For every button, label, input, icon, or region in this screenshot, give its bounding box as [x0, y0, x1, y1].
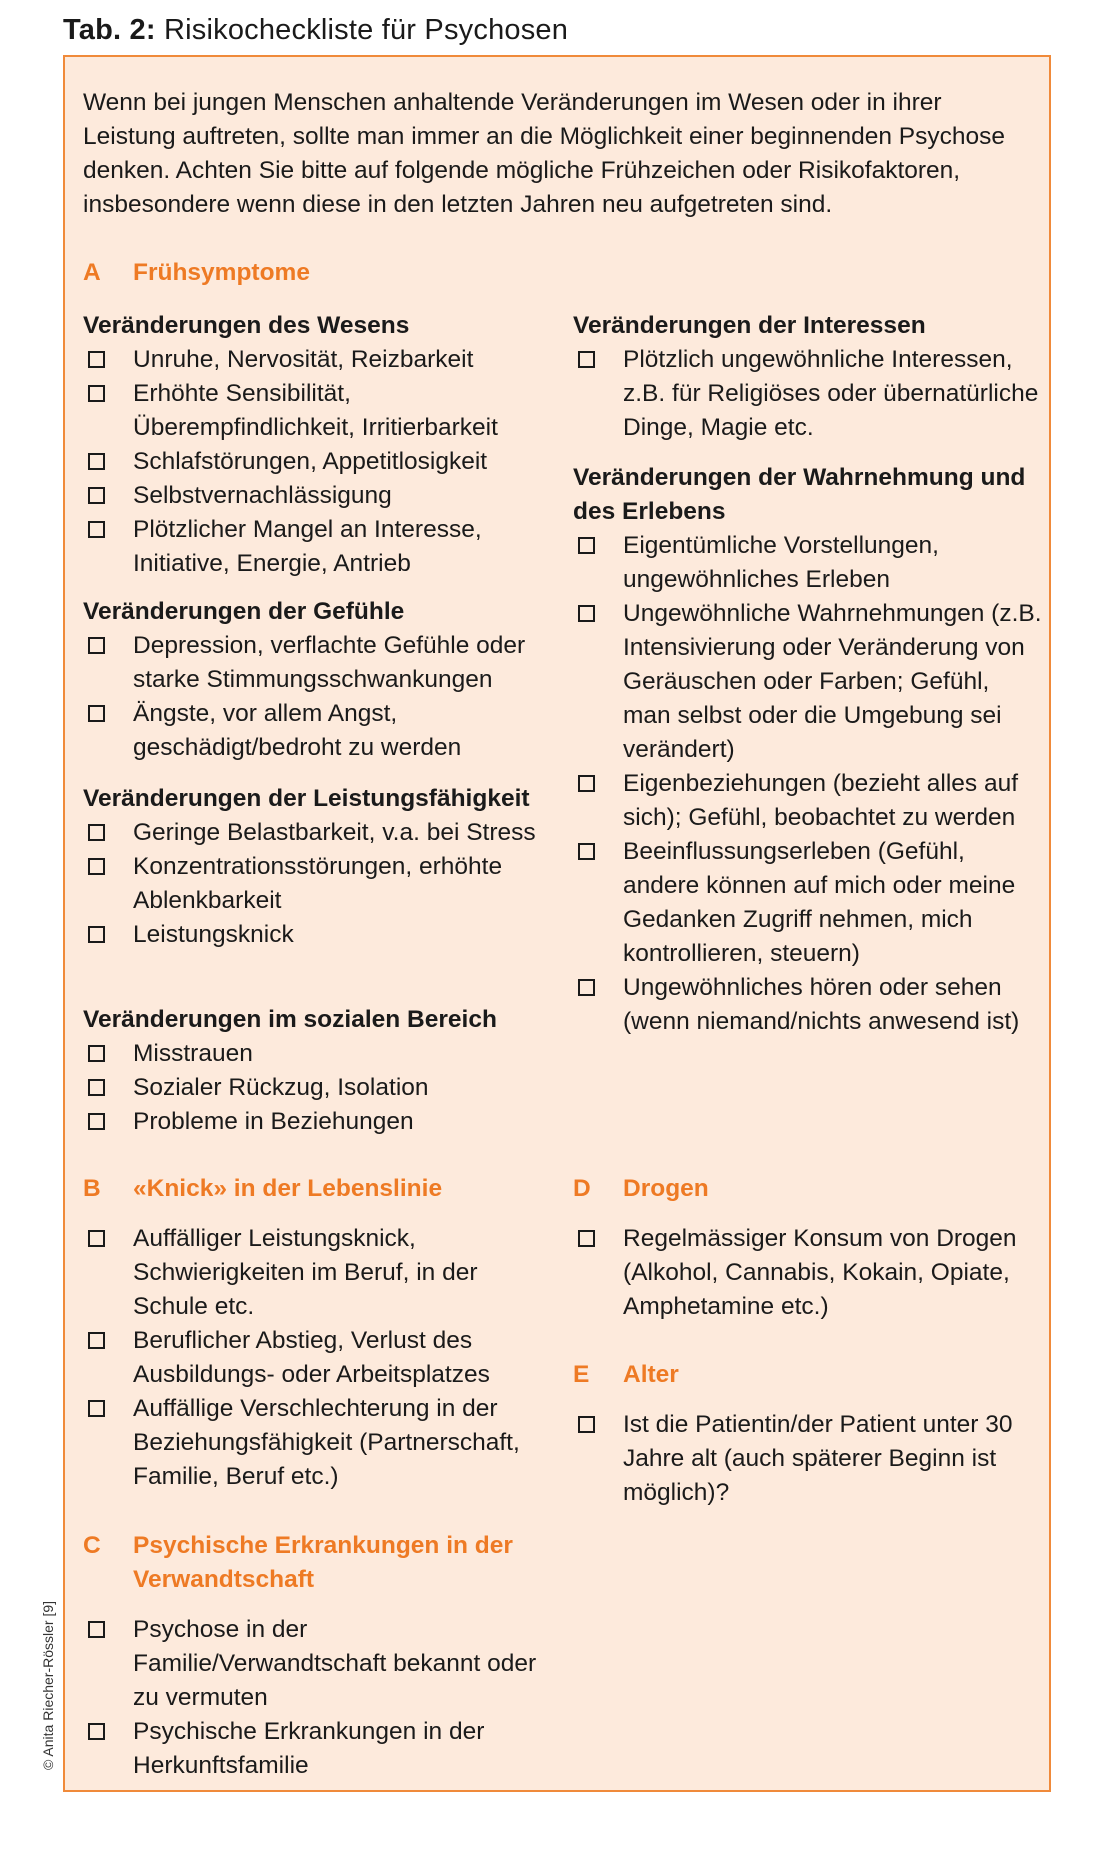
section-letter: D [573, 1175, 591, 1202]
section-letter: B [83, 1175, 101, 1202]
checklist-item[interactable]: Auffällige Verschlechterung in der Beziehungsfähigkeit (Partnerschaft, Familie, Beruf etc.) [83, 1392, 553, 1494]
checkbox-icon[interactable] [83, 445, 133, 479]
checklist-item[interactable]: Geringe Belastbarkeit, v.a. bei Stress [83, 816, 553, 850]
subsection-title: Veränderungen im sozialen Bereich [83, 1006, 497, 1033]
checklist-item[interactable]: Plötzlich ungewöhnliche Interessen, z.B. für Religiöses oder übernatürliche Dinge, Magie etc. [573, 343, 1043, 445]
section-c-heading [83, 1529, 553, 1597]
checklist-item[interactable]: Regelmässiger Konsum von Drogen (Alkohol, Cannabis, Kokain, Opiate, Amphetamine etc.) [573, 1222, 1043, 1324]
checkbox-icon[interactable] [573, 767, 623, 835]
checklist-item[interactable]: Konzentrationsstörungen, erhöhte Ablenkbarkeit [83, 850, 553, 918]
section-letter: A [83, 259, 101, 286]
checkbox-icon[interactable] [573, 529, 623, 597]
checkbox-icon[interactable] [83, 479, 133, 513]
checklist-item[interactable]: Ungewöhnliches hören oder sehen (wenn niemand/nichts anwesend ist) [573, 971, 1043, 1039]
checklist [83, 629, 553, 765]
checklist-item[interactable]: Unruhe, Nervosität, Reizbarkeit [83, 343, 553, 377]
subsection-title: Veränderungen der Gefühle [83, 598, 405, 625]
checkbox-icon[interactable] [83, 697, 133, 765]
checklist-item[interactable]: Psychische Erkrankungen in der Herkunftsfamilie [83, 1715, 553, 1783]
checklist-item[interactable]: Ängste, vor allem Angst, geschädigt/bedroht zu werden [83, 697, 553, 765]
section-a-heading [83, 256, 543, 290]
checkbox-icon[interactable] [573, 1222, 623, 1324]
checkbox-icon[interactable] [83, 1037, 133, 1071]
subsection-title: Veränderungen der Wahrnehmung und des Erlebens [573, 464, 1026, 525]
checklist-item[interactable]: Beeinflussungserleben (Gefühl, andere können auf mich oder meine Gedanken Zugriff nehmen, mich kontrollieren, steuern) [573, 835, 1043, 971]
checklist [83, 1037, 553, 1139]
checklist [573, 1222, 1043, 1324]
section-letter: C [83, 1532, 101, 1559]
checkbox-icon[interactable] [83, 629, 133, 697]
checkbox-icon[interactable] [83, 1071, 133, 1105]
checkbox-icon[interactable] [83, 513, 133, 581]
section-letter: E [573, 1361, 590, 1388]
section-title: Alter [623, 1361, 679, 1388]
subsection-title: Veränderungen der Interessen [573, 312, 926, 339]
checklist [83, 343, 553, 581]
checkbox-icon[interactable] [573, 835, 623, 971]
section-b-heading [83, 1172, 553, 1206]
checklist-item[interactable]: Ungewöhnliche Wahrnehmungen (z.B. Intensivierung oder Veränderung von Geräuschen oder Farben; Gefühl, man selbst oder die Umgebung sei verändert) [573, 597, 1043, 767]
table-label: Tab. 2: [63, 14, 156, 46]
checkbox-icon[interactable] [573, 597, 623, 767]
section-title: Psychische Erkrankungen in der Verwandtschaft [133, 1532, 513, 1593]
checkbox-icon[interactable] [83, 1324, 133, 1392]
checkbox-icon[interactable] [83, 1105, 133, 1139]
section-d-heading [573, 1172, 1043, 1206]
checklist-item[interactable]: Schlafstörungen, Appetitlosigkeit [83, 445, 553, 479]
checklist-item[interactable]: Psychose in der Familie/Verwandtschaft bekannt oder zu vermuten [83, 1613, 553, 1715]
checkbox-icon[interactable] [83, 918, 133, 952]
checkbox-icon[interactable] [83, 343, 133, 377]
checklist-item[interactable]: Leistungsknick [83, 918, 553, 952]
checkbox-icon[interactable] [573, 971, 623, 1039]
checklist-item[interactable]: Probleme in Beziehungen [83, 1105, 553, 1139]
intro-text: Wenn bei jungen Menschen anhaltende Veränderungen im Wesen oder in ihrer Leistung auftreten, sollte man immer an die Möglichkeit einer beginnenden Psychose denken. Achten Sie bitte auf folgende mögliche Frühzeichen oder Risikofaktoren, insbesondere wenn diese in den letzten Jahren neu aufgetreten sind. [83, 89, 1006, 218]
checklist-item[interactable]: Plötzlicher Mangel an Interesse, Initiative, Energie, Antrieb [83, 513, 553, 581]
checkbox-icon[interactable] [83, 850, 133, 918]
checklist [573, 529, 1043, 1039]
checkbox-icon[interactable] [83, 816, 133, 850]
checkbox-icon[interactable] [83, 1715, 133, 1783]
checklist-item[interactable]: Selbstvernachlässigung [83, 479, 553, 513]
section-title: «Knick» in der Lebenslinie [133, 1175, 443, 1202]
checkbox-icon[interactable] [83, 1392, 133, 1494]
checkbox-icon[interactable] [83, 377, 133, 445]
section-title: Frühsymptome [133, 259, 310, 286]
checklist-item[interactable]: Erhöhte Sensibilität, Überempfindlichkeit, Irritierbarkeit [83, 377, 553, 445]
checklist [83, 816, 553, 952]
checkbox-icon[interactable] [573, 1408, 623, 1510]
checklist-item[interactable]: Eigentümliche Vorstellungen, ungewöhnliches Erleben [573, 529, 1043, 597]
checklist [573, 343, 1043, 445]
checklist-item[interactable]: Misstrauen [83, 1037, 553, 1071]
checklist-item[interactable]: Sozialer Rückzug, Isolation [83, 1071, 553, 1105]
subsection-title: Veränderungen des Wesens [83, 312, 410, 339]
table-title-text: Risikocheckliste für Psychosen [163, 14, 569, 46]
checklist-item[interactable]: Auffälliger Leistungsknick, Schwierigkeiten im Beruf, in der Schule etc. [83, 1222, 553, 1324]
checklist [83, 1613, 553, 1783]
subsection-title: Veränderungen der Leistungsfähigkeit [83, 785, 530, 812]
table-title [63, 10, 568, 50]
checklist-item[interactable]: Beruflicher Abstieg, Verlust des Ausbildungs- oder Arbeitsplatzes [83, 1324, 553, 1392]
section-e-heading [573, 1358, 1043, 1392]
checkbox-icon[interactable] [83, 1613, 133, 1715]
copyright-note: © Anita Riecher-Rössler [9] [40, 1600, 56, 1770]
section-title: Drogen [623, 1175, 709, 1202]
checklist-item[interactable]: Depression, verflachte Gefühle oder starke Stimmungsschwankungen [83, 629, 553, 697]
checklist [573, 1408, 1043, 1510]
checkbox-icon[interactable] [573, 343, 623, 445]
checkbox-icon[interactable] [83, 1222, 133, 1324]
checklist-item[interactable]: Eigenbeziehungen (bezieht alles auf sich); Gefühl, beobachtet zu werden [573, 767, 1043, 835]
checklist [83, 1222, 553, 1494]
checklist-item[interactable]: Ist die Patientin/der Patient unter 30 Jahre alt (auch späterer Beginn ist möglich)? [573, 1408, 1043, 1510]
